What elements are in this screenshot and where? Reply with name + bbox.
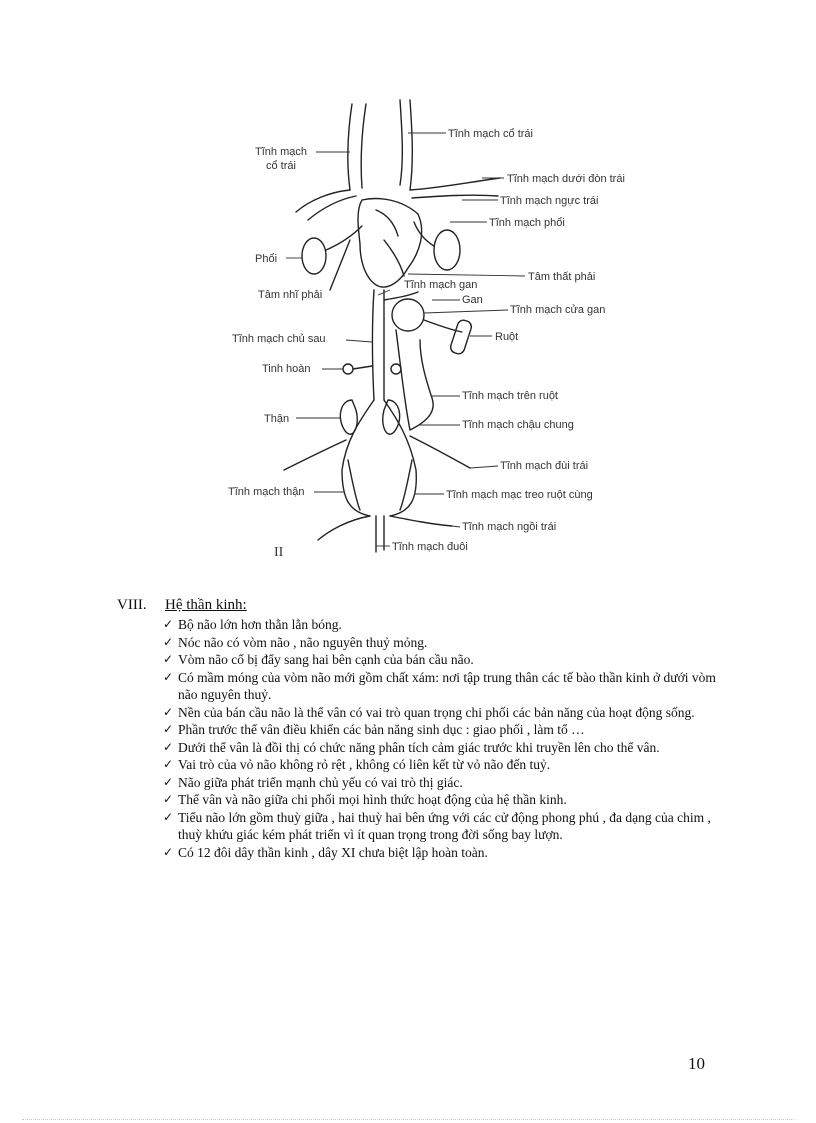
label-left-femoral: Tĩnh mạch đùi trái	[500, 460, 589, 472]
label-left-jugular: Tĩnh mạch cổ trái	[448, 128, 533, 140]
label-testis: Tinh hoàn	[262, 363, 311, 375]
check-icon: ✓	[163, 739, 174, 754]
bullet-text: Có mầm móng của vòm não mới gồm chất xám: nơi tập trung thân các tế bào thần kinh ở dưới vòm não nguyên thuỷ.	[178, 669, 716, 702]
check-icon: ✓	[163, 792, 174, 806]
label-right-ventricle: Tâm thất phải	[528, 271, 596, 283]
check-icon: ✓	[163, 669, 174, 684]
label-hepatic-vein: Tĩnh mạch gan	[404, 279, 478, 291]
testis-left	[391, 364, 401, 374]
label-renal-vein: Tĩnh mạch thận	[228, 486, 305, 498]
check-icon: ✓	[163, 617, 174, 631]
bullet-text: Vai trò của vỏ não không rỏ rệt , không có liên kết từ vỏ não đến tuỷ.	[178, 757, 551, 772]
label-left-jugular-2b: cổ trái	[266, 160, 296, 172]
left-jugular-vessel	[348, 104, 352, 190]
posterior-vena-cava	[373, 290, 375, 400]
label-hepatic-portal: Tĩnh mạch cửa gan	[510, 304, 606, 316]
label-left-subclavian: Tĩnh mạch dưới đòn trái	[507, 173, 625, 185]
testis-right	[343, 364, 353, 374]
check-icon: ✓	[163, 774, 174, 789]
bullet-text: Não giữa phát triển mạnh chủ yếu có vai trò thị giác.	[178, 774, 463, 790]
label-caudal-vein: Tĩnh mạch đuôi	[392, 541, 468, 553]
bullet-item	[163, 704, 737, 722]
bullet-text: Tiểu não lớn gồm thuỳ giữa , hai thuỳ hai bên ứng với các cử động phong phú , đa dạng của chim , thuỳ khứu giác kém phát triển vì ít quan trọng trong đời sống bay lượn.	[178, 809, 711, 842]
liver	[392, 299, 424, 331]
bullet-text: Nền của bán cầu não là thể vân có vai trò quan trọng chi phối các bản năng của hoạt động sống.	[178, 704, 695, 720]
label-caudal-mesenteric: Tĩnh mạch mạc treo ruột cùng	[446, 489, 593, 501]
page-number: 10	[688, 1054, 705, 1073]
kidney-left	[383, 400, 400, 434]
label-liver: Gan	[462, 294, 483, 306]
bullet-item	[163, 756, 737, 774]
bullet-item	[163, 844, 737, 862]
section-number: VIII.	[117, 597, 147, 613]
check-icon: ✓	[163, 704, 174, 719]
bullet-item	[163, 669, 737, 704]
bullet-item	[163, 791, 737, 809]
check-icon: ✓	[163, 757, 174, 771]
bullet-text: Phần trước thể vân điều khiển các bản năng sinh dục : giao phối , làm tổ …	[178, 722, 585, 737]
label-left-thoracic: Tĩnh mạch ngực trái	[500, 195, 599, 207]
check-icon: ✓	[163, 634, 174, 649]
label-epigastric-vein: Tĩnh mạch trên ruột	[462, 390, 558, 402]
bullet-text: Có 12 đôi dây thần kinh , dây XI chưa biệt lập hoàn toàn.	[178, 844, 488, 860]
label-left-jugular-2a: Tĩnh mạch	[255, 146, 307, 158]
check-icon: ✓	[163, 652, 174, 666]
bullet-text: Bộ não lớn hơn thằn lằn bóng.	[178, 617, 342, 632]
bullet-item	[163, 739, 737, 757]
bullet-item	[163, 774, 737, 792]
nervous-system-section	[117, 596, 737, 861]
label-posterior-vena-cava: Tĩnh mạch chủ sau	[232, 333, 326, 345]
bullet-list	[117, 616, 737, 861]
left-lung	[434, 230, 460, 270]
bullet-item	[163, 616, 737, 634]
right-lung	[302, 238, 326, 274]
check-icon: ✓	[163, 844, 174, 859]
bullet-text: Dưới thể vân là đồi thị có chức năng phân tích cảm giác trước khi truyền lên cho thể vân.	[178, 739, 660, 755]
section-heading	[117, 596, 737, 614]
footer-divider	[22, 1119, 794, 1120]
check-icon: ✓	[163, 809, 174, 824]
check-icon: ✓	[163, 722, 174, 736]
label-left-sciatic: Tĩnh mạch ngồi trái	[462, 521, 557, 533]
bullet-item	[163, 634, 737, 652]
label-kidney: Thận	[264, 413, 290, 425]
right-jugular-vessel	[400, 100, 402, 185]
bullet-item	[163, 809, 737, 844]
label-lung: Phổi	[255, 253, 278, 265]
intestine	[449, 319, 473, 356]
figure-number: II	[274, 545, 284, 560]
bullet-item	[163, 651, 737, 669]
label-pulmonary-vein: Tĩnh mạch phổi	[489, 217, 565, 229]
label-intestine: Ruột	[495, 331, 519, 343]
bullet-text: Thể vân và não giữa chi phối mọi hình thức hoạt động của hệ thần kinh.	[178, 792, 567, 807]
section-title: Hệ thần kinh:	[165, 597, 247, 613]
bullet-item	[163, 721, 737, 739]
label-right-atrium: Tâm nhĩ phải	[258, 289, 323, 301]
label-common-iliac: Tĩnh mạch chậu chung	[462, 419, 574, 431]
bullet-text: Vòm não cổ bị đẩy sang hai bên cạnh của bán cầu não.	[178, 652, 474, 667]
bullet-text: Nóc não có vòm não , não nguyên thuỷ mỏng.	[178, 634, 428, 650]
